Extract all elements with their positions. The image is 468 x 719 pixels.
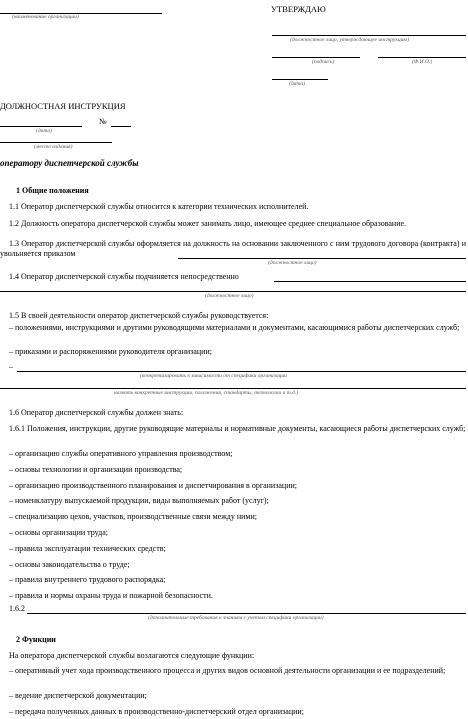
para-1-4-line [274,281,466,282]
func-item-3: – передача полученных данных в производственно-диспетчерский отдел организации; [9,707,304,716]
section-2-title: 2 Функции [16,635,56,644]
func-item-1: – оперативный учет хода производственного процесса и других видов основной деятельности организации и ее подразделений; [9,666,446,675]
list-item: – организацию службы оперативного управления производством; [9,449,233,458]
fio-caption: (Ф.И.О.) [412,59,433,65]
doc-place-caption: (место издания) [34,144,73,150]
para-1-6-2-caption: (дополнительные требования к знаниям с учетом специфики организации) [148,615,324,621]
doc-place-line [0,142,112,143]
para-1-5-b: – приказами и распоряжениями руководителя организации; [9,347,212,356]
list-item: – номенклатуру выпускаемой продукции, виды выполняемых работ (услуг); [9,496,269,506]
doc-date-caption: (дата) [36,128,52,134]
approver-position-caption: (должностное лицо, утверждающее инструкцию) [290,37,410,43]
list-item: – основы технологии и организации производства; [9,464,183,474]
list-item: – организацию производственного планирования и диспетчирования в организации; [9,480,297,490]
para-1-6: 1.6 Оператор диспетчерской службы должен знать: [9,408,184,417]
section-2-intro: На оператора диспетчерской службы возлагаются следующие функции: [9,651,255,660]
doc-date-line [0,126,82,127]
para-1-5-a: – положениями, инструкциями и другими руководящими материалами и документами, касающимися работы диспетчерских служб; [9,323,460,332]
list-item: – специализацию цехов, участков, производственные связи между ними; [9,512,257,522]
para-1-5: 1.5 В своей деятельности оператор диспетчерской службы руководствуется: [9,311,269,320]
list-item: – правила и нормы охраны труда и пожарной безопасности. [9,591,213,601]
approve-label: УТВЕРЖДАЮ [271,4,326,14]
para-1-5-caption-1: (конкретизировать в зависимости от специфики организации [140,373,287,379]
signature-caption: (подпись) [312,59,335,65]
para-1-6-2: 1.6.2 [9,604,25,613]
approval-date-caption: (дата) [289,81,305,87]
know-list [9,449,297,607]
doc-subtitle: оператору диспетчерской службы [0,158,139,168]
para-1-6-1: 1.6.1 Положения, инструкции, другие руководящие материалы и нормативные документы, касающиеся работы диспетчерских служб; [9,424,466,433]
org-name-caption: (наименование организации) [12,14,79,20]
list-item: – основы организации труда; [9,527,108,537]
para-1-4-caption: (должностное лицо) [205,293,254,299]
para-1-5-line [17,371,466,372]
para-1-3: 1.3 Оператор диспетчерской службы оформляется на должность на основании заключенного с ним трудового договора (контракта) и увольняется приказом [0,239,466,258]
doc-title: ДОЛЖНОСТНАЯ ИНСТРУКЦИЯ [0,101,126,111]
doc-number-sign: № [99,117,107,126]
approval-date-line [272,79,328,80]
para-1-5-c: – [9,362,13,371]
section-1-title: 1 Общие положения [16,186,89,195]
para-1-3-caption: (должностное лицо) [268,260,317,266]
para-1-6-2-line [27,613,466,614]
para-1-2: 1.2 Должность оператора диспетчерской службы может занимать лицо, имеющее среднее специальное образование. [9,219,407,228]
para-1-5-line-2 [0,388,466,389]
fio-line [378,57,466,58]
para-1-1: 1.1 Оператор диспетчерской службы относится к категории технических исполнителей. [9,202,309,211]
approver-position-line [272,35,466,36]
signature-line [272,57,360,58]
para-1-3-line [178,258,466,259]
func-item-2: – ведение диспетчерской документации; [9,691,147,700]
list-item: – правила эксплуатации технических средств; [9,543,166,553]
para-1-5-caption-2: назвать конкретные инструкции, положения, стандарты, технологии и т.д.) [114,390,299,396]
list-item: – основы законодательства о труде; [9,559,130,569]
para-1-4: 1.4 Оператор диспетчерской службы подчиняется непосредственно [9,272,239,281]
list-item: – правила внутреннего трудового распорядка; [9,575,166,585]
para-1-4-line-2 [0,291,466,292]
doc-number-line [111,126,131,127]
